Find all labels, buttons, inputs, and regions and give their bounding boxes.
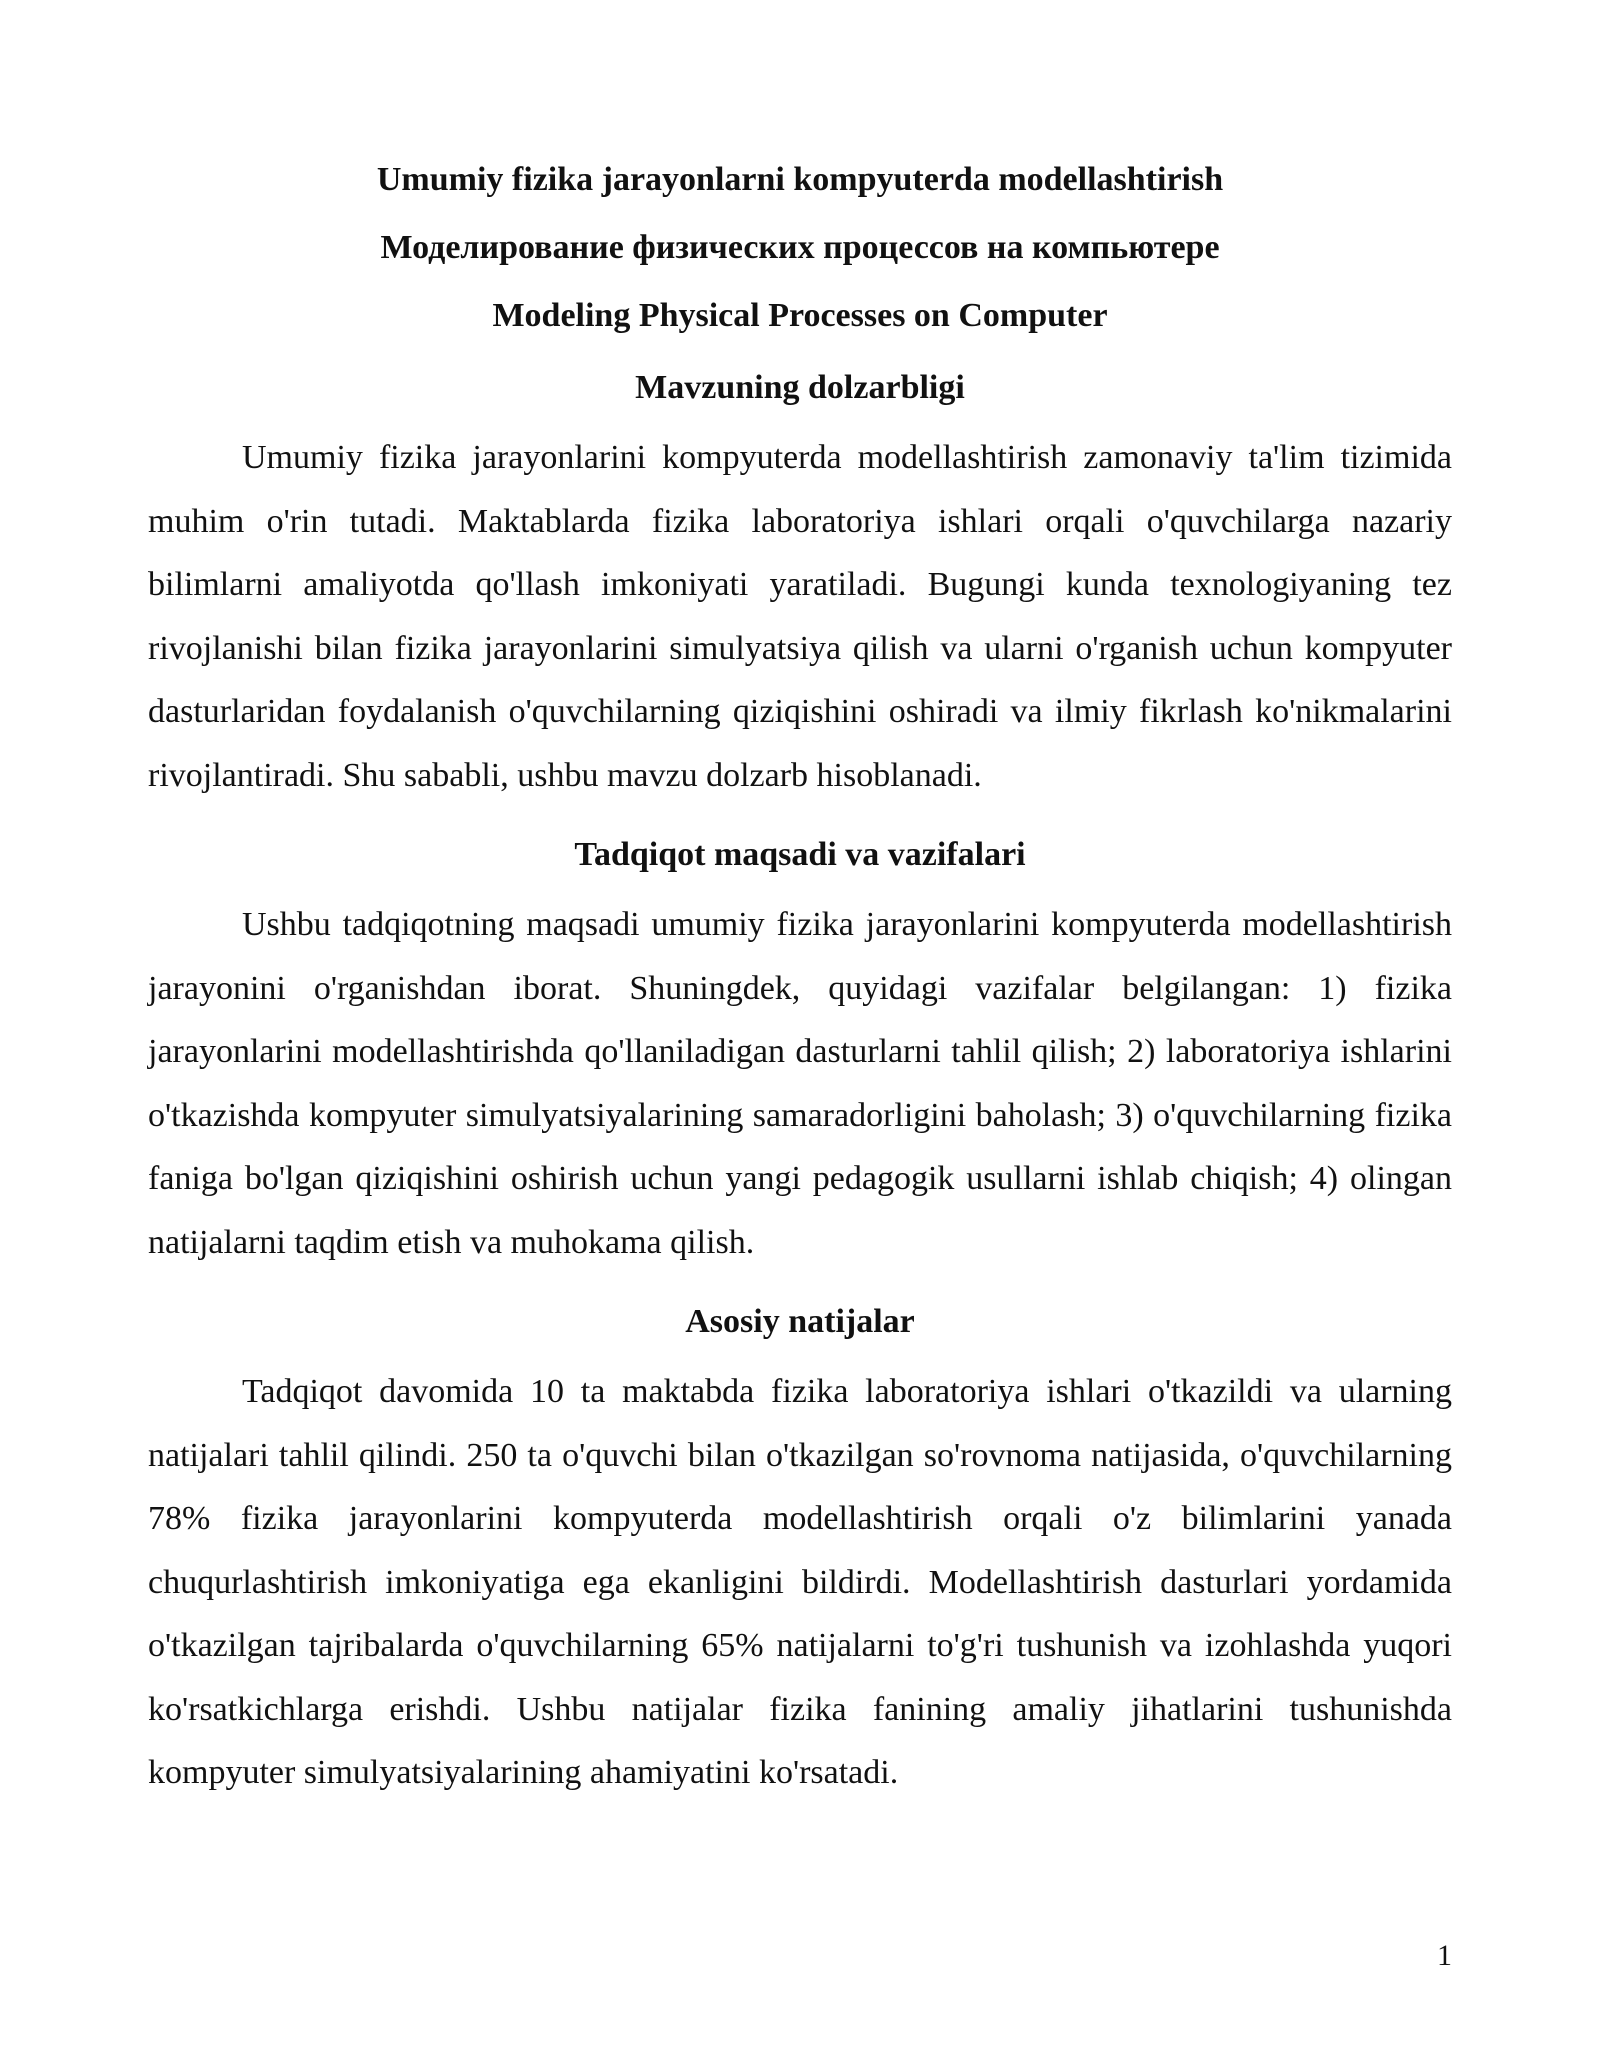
title-uzbek: Umumiy fizika jarayonlarni kompyuterda modellashtirish (376, 161, 1224, 198)
page-number: 1 (1437, 1939, 1452, 1972)
section-heading-relevance: Mavzuning dolzarbligi (635, 369, 965, 406)
document-body (148, 354, 1452, 1819)
section-heading-results: Asosiy natijalar (685, 1303, 915, 1340)
paragraph-relevance: Umumiy fizika jarayonlarini kompyuterda modellashtirish zamonaviy ta'lim tizimida muhim o'rin tutadi. Maktablarda fizika laboratoriya ishlari orqali o'quvchilarga nazariy bilimlarni amaliyotda qo'llash imkoniyati yaratiladi. Bugungi kunda texnologiyaning tez rivojlanishi bilan fizika jarayonlarini simulyatsiya qilish va ularni o'rganish uchun kompyuter dasturlaridan foydalanish o'quvchilarning qiziqishini oshiradi va ilmiy fikrlash ko'nikmalarini rivojlantiradi. Shu sababli, ushbu mavzu dolzarb hisoblanadi. (148, 439, 1452, 794)
paragraph-goals: Ushbu tadqiqotning maqsadi umumiy fizika jarayonlarini kompyuterda modellashtirish jarayonini o'rganishdan iborat. Shuningdek, quyidagi vazifalar belgilangan: 1) fizika jarayonlarini modellashtirishda qo'llaniladigan dasturlarni tahlil qilish; 2) laboratoriya ishlarini o'tkazishda kompyuter simulyatsiyalarining samaradorligini baholash; 3) o'quvchilarning fizika faniga bo'lgan qiziqishini oshirish uchun yangi pedagogik usullarni ishlab chiqish; 4) olingan natijalarni taqdim etish va muhokama qilish. (148, 906, 1452, 1261)
section-heading-goals: Tadqiqot maqsadi va vazifalari (574, 836, 1026, 873)
title-english: Modeling Physical Processes on Computer (492, 297, 1108, 334)
title-block (148, 146, 1452, 350)
title-russian: Моделирование физических процессов на компьютере (380, 229, 1220, 266)
paragraph-results: Tadqiqot davomida 10 ta maktabda fizika laboratoriya ishlari o'tkazildi va ularning natijalari tahlil qilindi. 250 ta o'quvchi bilan o'tkazilgan so'rovnoma natijasida, o'quvchilarning 78% fizika jarayonlarini kompyuterda modellashtirish orqali o'z bilimlarini yanada chuqurlashtirish imkoniyatiga ega ekanligini bildirdi. Modellashtirish dasturlari yordamida o'tkazilgan tajribalarda o'quvchilarning 65% natijalarni to'g'ri tushunish va izohlashda yuqori ko'rsatkichlarga erishdi. Ushbu natijalar fizika fanining amaliy jihatlarini tushunishda kompyuter simulyatsiyalarining ahamiyatini ko'rsatadi. (148, 1373, 1452, 1791)
